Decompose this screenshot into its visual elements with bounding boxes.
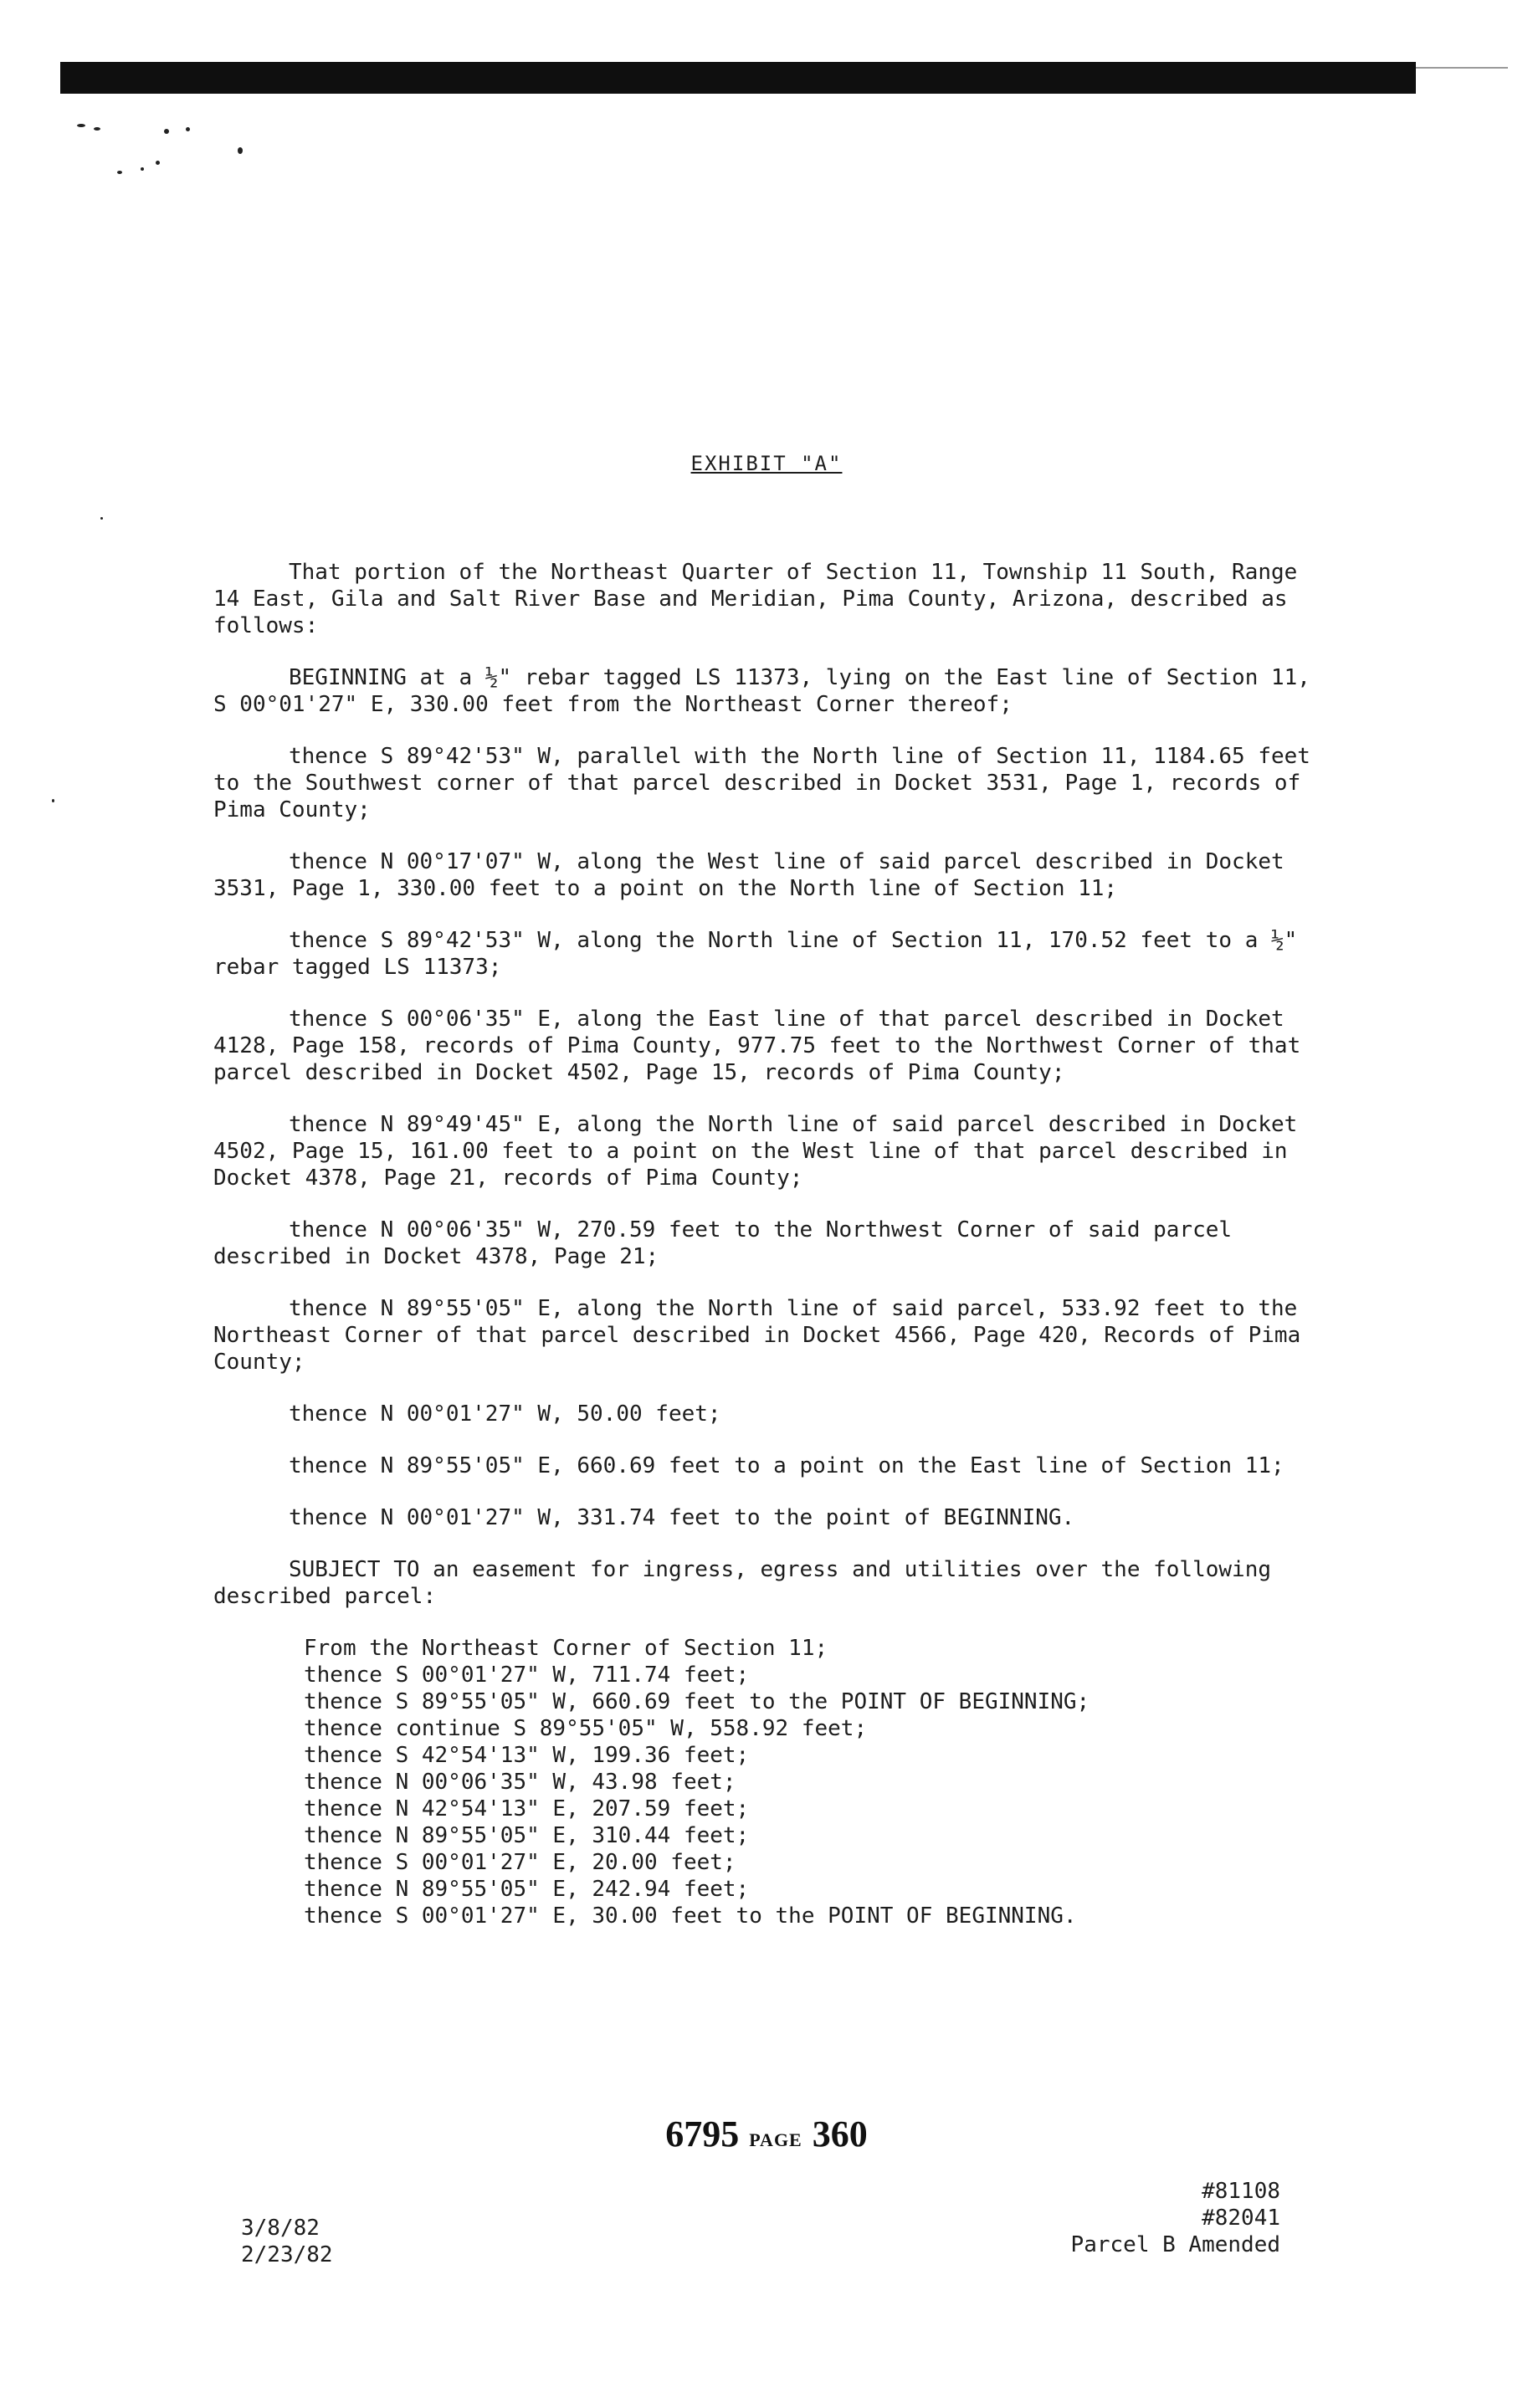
course-paragraph: thence N 89°55'05" E, along the North line of said parcel, 533.92 feet to the Northeast Corner of that parcel described in Docket 4566, Page 420, Records of Pima County;	[213, 1296, 1301, 1375]
scan-top-bar-tail	[1416, 67, 1508, 69]
easement-line: thence N 00°06'35" W, 43.98 feet;	[304, 1770, 736, 1795]
easement-line: thence S 00°01'27" W, 711.74 feet;	[304, 1663, 750, 1688]
revision-dates	[241, 2215, 333, 2268]
easement-line: thence S 00°01'27" E, 20.00 feet;	[304, 1850, 736, 1875]
course-paragraph: thence N 00°01'27" W, 50.00 feet;	[289, 1401, 721, 1427]
course-paragraph: thence N 89°55'05" E, 660.69 feet to a point on the East line of Section 11;	[289, 1453, 1284, 1478]
legal-description	[213, 559, 1318, 1929]
docket-number: 6795	[665, 2113, 740, 2154]
easement-course-list	[213, 1635, 1318, 1929]
easement-line: thence S 89°55'05" W, 660.69 feet to the POINT OF BEGINNING;	[304, 1689, 1090, 1714]
easement-line: thence N 89°55'05" E, 242.94 feet;	[304, 1877, 750, 1902]
date-line: 3/8/82	[241, 2216, 320, 2241]
course-paragraph: thence N 89°49'45" E, along the North line of said parcel described in Docket 4502, Page 15, 161.00 feet to a point on the West line of that parcel described in Docket 4378, Page 21, records of Pima County;	[213, 1112, 1298, 1191]
easement-line: thence N 89°55'05" E, 310.44 feet;	[304, 1823, 750, 1848]
reference-number: #82041	[1202, 2206, 1280, 2231]
scan-speck	[100, 517, 103, 520]
scan-speck	[94, 127, 100, 131]
scan-speck	[117, 171, 122, 174]
easement-line: thence continue S 89°55'05" W, 558.92 feet;	[304, 1716, 868, 1741]
easement-line: thence S 00°01'27" E, 30.00 feet to the POINT OF BEGINNING.	[304, 1903, 1077, 1929]
scan-speck	[52, 799, 54, 802]
course-paragraph: thence S 89°42'53" W, parallel with the North line of Section 11, 1184.65 feet to the Southwest corner of that parcel described in Docket 3531, Page 1, records of Pima County;	[213, 744, 1310, 822]
reference-number: #81108	[1202, 2179, 1280, 2204]
scan-top-bar	[60, 62, 1416, 94]
course-paragraph: thence S 89°42'53" W, along the North line of Section 11, 170.52 feet to a ½" rebar tagged LS 11373;	[213, 928, 1298, 980]
course-paragraph: thence N 00°06'35" W, 270.59 feet to the Northwest Corner of said parcel described in Docket 4378, Page 21;	[213, 1217, 1233, 1269]
exhibit-title: EXHIBIT "A"	[690, 452, 843, 475]
scan-speck	[141, 167, 144, 171]
scan-speck	[186, 127, 190, 131]
course-paragraph: thence N 00°01'27" W, 331.74 feet to the point of BEGINNING.	[289, 1505, 1075, 1530]
scan-speck	[164, 129, 169, 134]
page-word: PAGE	[749, 2129, 802, 2150]
intro-paragraph: That portion of the Northeast Quarter of Section 11, Township 11 South, Range 14 East, Gila and Salt River Base and Meridian, Pima County, Arizona, described as follows:	[213, 560, 1298, 638]
easement-paragraph: SUBJECT TO an easement for ingress, egress and utilities over the following described parcel:	[213, 1557, 1271, 1609]
easement-line: thence S 42°54'13" W, 199.36 feet;	[304, 1743, 750, 1768]
scan-speck	[238, 147, 243, 154]
scan-speck	[77, 124, 85, 127]
date-line: 2/23/82	[241, 2242, 333, 2267]
scan-speck	[156, 161, 160, 165]
course-paragraph: thence N 00°17'07" W, along the West line of said parcel described in Docket 3531, Page 1, 330.00 feet to a point on the North line of Section 11;	[213, 849, 1284, 901]
recording-stamp	[0, 2113, 1533, 2155]
page-number: 360	[812, 2113, 868, 2154]
course-paragraph: thence S 00°06'35" E, along the East line of that parcel described in Docket 4128, Page 158, records of Pima County, 977.75 feet to the Northwest Corner of that parcel described in Docket 4502, Page 15, records of Pima County;	[213, 1007, 1301, 1085]
parcel-note: Parcel B Amended	[1070, 2232, 1280, 2257]
course-paragraph: BEGINNING at a ½" rebar tagged LS 11373, lying on the East line of Section 11, S 00°01'27" E, 330.00 feet from the Northeast Corner thereof;	[213, 665, 1310, 717]
reference-block	[1071, 2178, 1280, 2258]
easement-line: From the Northeast Corner of Section 11;	[304, 1636, 828, 1661]
easement-line: thence N 42°54'13" E, 207.59 feet;	[304, 1796, 750, 1821]
